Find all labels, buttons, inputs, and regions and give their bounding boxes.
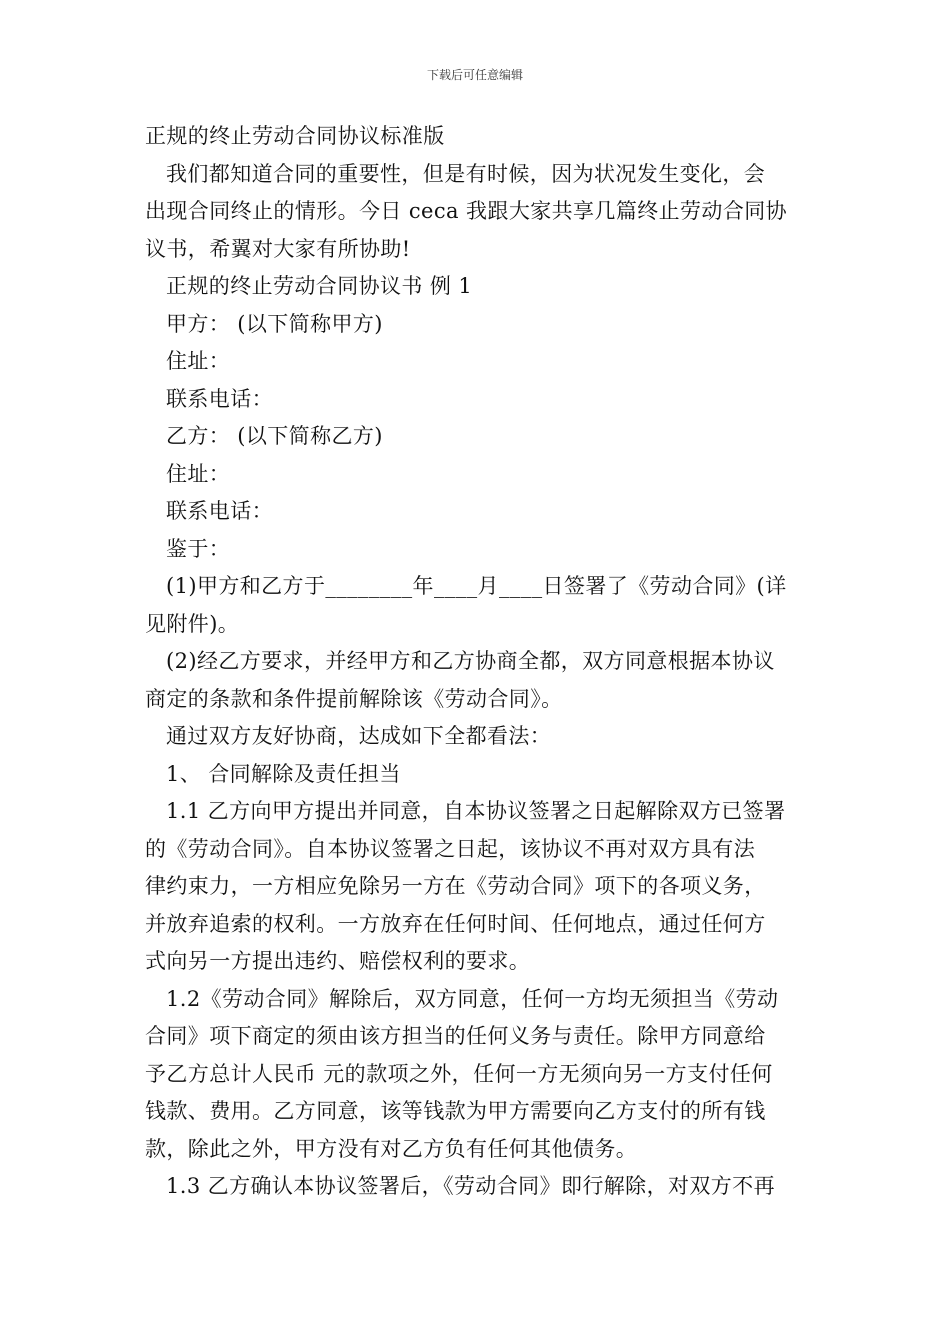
document-title: 正规的终止劳动合同协议标准版 <box>145 124 445 148</box>
paragraph-line: (1)甲方和乙方于________年____月____日签署了《劳动合同》(详 <box>166 574 787 598</box>
paragraph-line: 款，除此之外，甲方没有对乙方负有任何其他债务。 <box>145 1136 638 1161</box>
paragraph-line: 见附件)。 <box>145 611 240 636</box>
party-b-address: 住址： <box>166 461 231 486</box>
paragraph-line: 1.2《劳动合同》解除后，双方同意，任何一方均无须担当《劳动 <box>166 986 779 1011</box>
paragraph-line: 通过双方友好协商，达成如下全都看法： <box>166 724 552 748</box>
paragraph-line: 议书，希翼对大家有所协助! <box>145 236 411 261</box>
party-a-address: 住址： <box>166 349 231 373</box>
paragraph-line: 合同》项下商定的须由该方担当的任何义务与责任。除甲方同意给 <box>145 1024 766 1048</box>
party-b-label: 乙方： (以下简称乙方) <box>166 424 383 448</box>
section-heading: 正规的终止劳动合同协议书 例 1 <box>166 274 473 298</box>
clause-heading: 1、 合同解除及责任担当 <box>166 761 401 786</box>
page-header: 下载后可任意编辑 <box>426 68 523 82</box>
whereas-label: 鉴于： <box>166 536 231 561</box>
paragraph-line: 出现合同终止的情形。今日 ceca 我跟大家共享几篇终止劳动合同协 <box>145 199 788 223</box>
party-a-phone: 联系电话： <box>166 386 273 411</box>
party-a-label: 甲方： (以下简称甲方) <box>166 311 383 336</box>
paragraph-line: (2)经乙方要求，并经甲方和乙方协商全都，双方同意根据本协议 <box>166 649 775 673</box>
paragraph-line: 并放弃追索的权利。一方放弃在任何时间、任何地点，通过任何方 <box>145 911 766 936</box>
paragraph-line: 式向另一方提出违约、赔偿权利的要求。 <box>145 949 531 973</box>
paragraph-line: 律约束力，一方相应免除另一方在《劳动合同》项下的各项义务， <box>145 874 766 898</box>
paragraph-line: 钱款、费用。乙方同意，该等钱款为甲方需要向乙方支付的所有钱 <box>145 1099 766 1123</box>
paragraph-line: 予乙方总计人民币 元的款项之外，任何一方无须向另一方支付任何 <box>145 1061 773 1086</box>
paragraph-line: 1.3 乙方确认本协议签署后，《劳动合同》即行解除，对双方不再 <box>166 1174 775 1198</box>
paragraph-line: 1.1 乙方向甲方提出并同意，自本协议签署之日起解除双方已签署 <box>166 799 786 823</box>
document-body <box>145 118 810 1206</box>
paragraph-line: 的《劳动合同》。自本协议签署之日起，该协议不再对双方具有法 <box>145 836 756 861</box>
paragraph-line: 商定的条款和条件提前解除该《劳动合同》。 <box>145 686 563 711</box>
paragraph-line: 我们都知道合同的重要性，但是有时候，因为状况发生变化，会 <box>166 161 766 186</box>
party-b-phone: 联系电话： <box>166 499 273 523</box>
